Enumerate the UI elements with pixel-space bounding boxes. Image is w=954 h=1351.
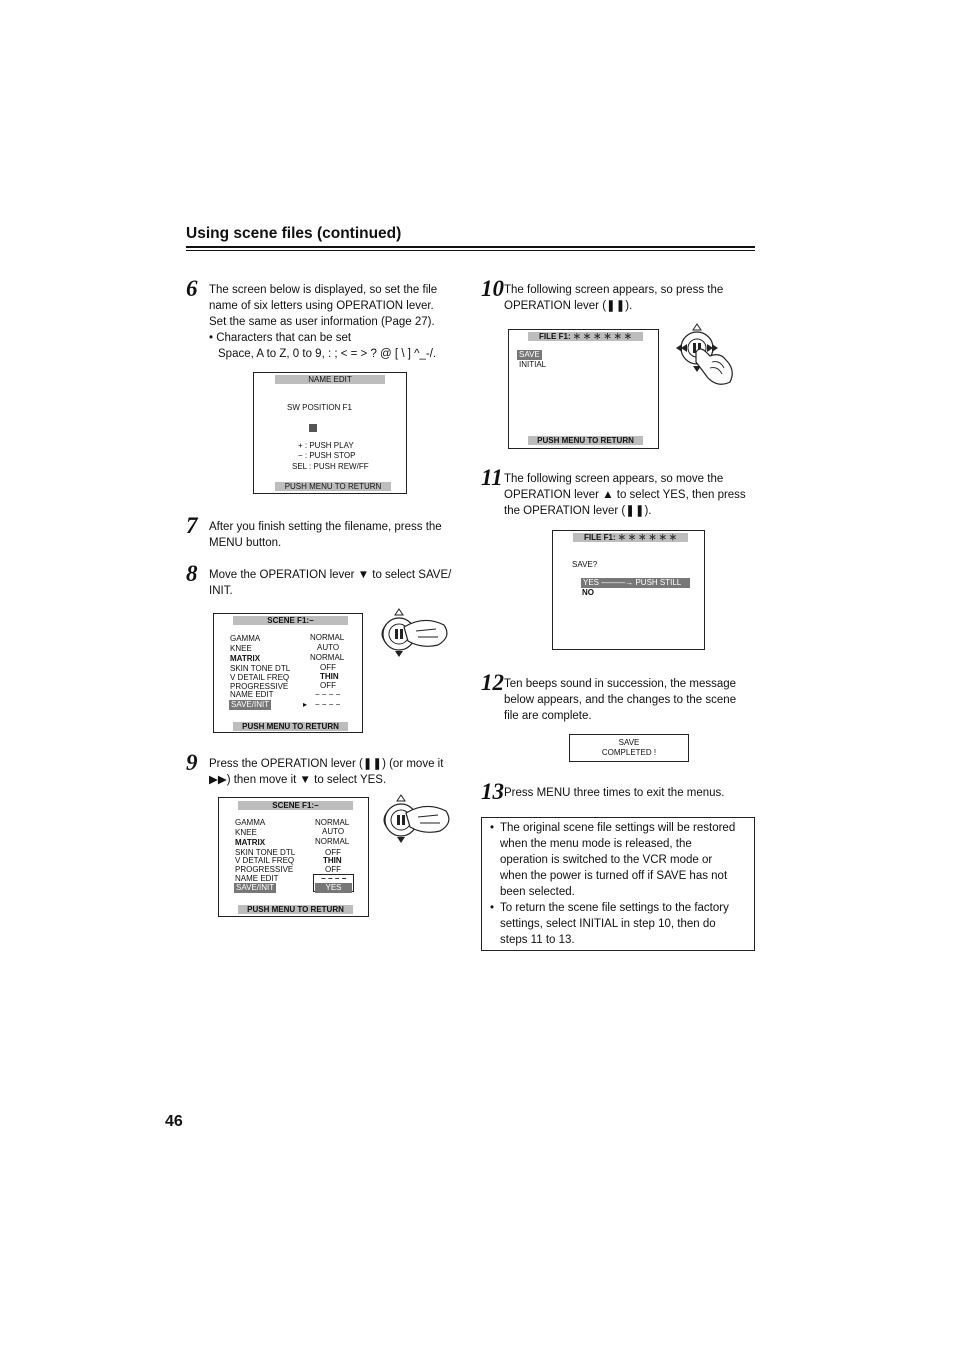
step-10-line: OPERATION lever (❚❚). (504, 300, 633, 312)
step-10-text (504, 282, 756, 314)
page-number: 46 (165, 1113, 183, 1130)
screen-footer: PUSH MENU TO RETURN (238, 905, 353, 914)
menu-value: OFF (320, 663, 336, 672)
step-8-number: 8 (186, 561, 198, 586)
minus-instruction: − : PUSH STOP (298, 451, 356, 460)
step-11-number: 11 (481, 465, 503, 490)
menu-label: GAMMA (235, 818, 266, 827)
note-line: when the menu mode is released, the (500, 838, 692, 850)
screen-title: SCENE F1:− (233, 616, 348, 625)
menu-value: − − − − (315, 690, 341, 699)
header-rule-thin (186, 250, 755, 251)
step-11-line: The following screen appears, so move the (504, 473, 724, 485)
note-line: To return the scene file settings to the factory (500, 902, 729, 914)
step-8-text (209, 567, 464, 599)
initial-option: INITIAL (519, 360, 547, 369)
menu-value: THIN (323, 856, 342, 865)
file-screen-step10 (508, 329, 659, 449)
note-box (481, 817, 755, 951)
menu-label: NAME EDIT (235, 874, 279, 883)
menu-label-selected: SAVE/INIT (236, 883, 275, 892)
note-line: been selected. (500, 886, 575, 898)
sel-instruction: SEL : PUSH REW/FF (292, 462, 369, 471)
step-6-number: 6 (186, 276, 198, 301)
screen-title: FILE F1: ＊ ＊ ＊ ＊ ＊ ＊ (528, 332, 643, 341)
step-7-number: 7 (186, 513, 198, 538)
step-13-text (504, 785, 756, 801)
step-7-line: MENU button. (209, 537, 282, 549)
menu-value: AUTO (322, 827, 345, 836)
step-8-line: Move the OPERATION lever ▼ to select SAVE/ (209, 569, 452, 581)
menu-label: PROGRESSIVE (235, 865, 294, 874)
menu-label: SKIN TONE DTL (230, 664, 291, 673)
screen-title: SCENE F1:− (238, 801, 353, 810)
menu-label: V DETAIL FREQ (230, 673, 290, 682)
cursor-block (309, 424, 317, 432)
step-6-line: name of six letters using OPERATION lever. (209, 300, 434, 312)
save-completed-screen (569, 734, 689, 762)
step-9-line: Press the OPERATION lever (❚❚) (or move it (209, 758, 444, 770)
note-line: operation is switched to the VCR mode or (500, 854, 713, 866)
header-rule (186, 246, 755, 248)
yes-option-selected: YES ———→ PUSH STILL (581, 578, 690, 588)
menu-value: NORMAL (315, 837, 350, 846)
note-line: settings, select INITIAL in step 10, then do (500, 918, 716, 930)
note-line: steps 11 to 13. (500, 934, 575, 946)
note-line: The original scene file settings will be restored (500, 822, 736, 834)
step-7-line: After you finish setting the filename, press the (209, 521, 442, 533)
menu-value: NORMAL (315, 818, 350, 827)
menu-label: KNEE (230, 644, 252, 653)
menu-label: V DETAIL FREQ (235, 856, 295, 865)
menu-value: NORMAL (310, 653, 345, 662)
step-8-line: INIT. (209, 585, 233, 597)
step-13-line: Press MENU three times to exit the menus. (504, 787, 725, 799)
menu-value: OFF (325, 848, 341, 857)
menu-label: GAMMA (230, 634, 261, 643)
note-item (490, 820, 746, 900)
step-11-text (504, 471, 756, 519)
screen-footer: PUSH MENU TO RETURN (275, 482, 391, 491)
step-12-number: 12 (481, 670, 504, 695)
step-9-number: 9 (186, 750, 198, 775)
menu-label: SKIN TONE DTL (235, 848, 296, 857)
plus-instruction: + : PUSH PLAY (298, 441, 354, 450)
screen-footer: PUSH MENU TO RETURN (528, 436, 643, 445)
step-7-text (209, 519, 464, 551)
step-11-line: the OPERATION lever (❚❚). (504, 505, 652, 517)
scene-screen-step9 (218, 797, 369, 917)
menu-value-selected: YES (315, 883, 352, 893)
menu-value: AUTO (317, 643, 340, 652)
menu-label-selected: SAVE/INIT (231, 700, 270, 709)
operation-lever-push-icon (670, 322, 740, 390)
menu-value: − − − − (315, 700, 341, 709)
operation-lever-press-icon (374, 793, 454, 849)
menu-value: OFF (320, 681, 336, 690)
save-option-selected: SAVE (519, 350, 540, 359)
completed-line: SAVE (618, 738, 640, 747)
step-9-line: ▶▶) then move it ▼ to select YES. (209, 774, 387, 786)
operation-lever-down-icon (372, 607, 452, 663)
step-12-text (504, 676, 756, 724)
note-item (490, 900, 746, 948)
step-13-number: 13 (481, 779, 504, 804)
step-10-number: 10 (481, 276, 504, 301)
pointer-arrow-icon: ▸ (303, 700, 308, 709)
menu-label: MATRIX (235, 838, 266, 847)
menu-label: KNEE (235, 828, 257, 837)
menu-label: PROGRESSIVE (230, 682, 289, 691)
menu-value: OFF (325, 865, 341, 874)
save-prompt: SAVE? (572, 560, 598, 569)
completed-line: COMPLETED ! (601, 748, 657, 757)
step-11-line: OPERATION lever ▲ to select YES, then press (504, 489, 746, 501)
name-edit-screen (253, 372, 407, 494)
screen-title: NAME EDIT (275, 375, 385, 384)
menu-label: MATRIX (230, 654, 261, 663)
screen-title: FILE F1: ＊ ＊ ＊ ＊ ＊ ＊ (573, 533, 688, 542)
step-9-text (209, 756, 464, 788)
file-screen-step11 (552, 530, 705, 650)
menu-label: NAME EDIT (230, 690, 274, 699)
step-6-line: Set the same as user information (Page 27). (209, 316, 435, 328)
scene-screen-step8 (213, 613, 363, 733)
menu-value: THIN (320, 672, 339, 681)
step-10-line: The following screen appears, so press the (504, 284, 724, 296)
no-option: NO (582, 588, 594, 597)
step-6-text (209, 282, 464, 362)
step-12-line: below appears, and the changes to the scene (504, 694, 737, 706)
screen-footer: PUSH MENU TO RETURN (233, 722, 348, 731)
step-12-line: Ten beeps sound in succession, the message (504, 678, 737, 690)
step-12-line: file are complete. (504, 710, 592, 722)
section-title: Using scene files (continued) (186, 225, 402, 242)
note-line: when the power is turned off if SAVE has not (500, 870, 728, 882)
menu-value: − − − − (321, 874, 347, 883)
menu-value: NORMAL (310, 633, 345, 642)
step-6-charset: Space, A to Z, 0 to 9, : ; < = > ? @ [ \ ] ^_-/. (218, 348, 437, 360)
sw-position-text: SW POSITION F1 (287, 403, 352, 412)
step-6-bullet: • Characters that can be set (209, 332, 352, 344)
step-6-line: The screen below is displayed, so set the file (209, 284, 438, 296)
